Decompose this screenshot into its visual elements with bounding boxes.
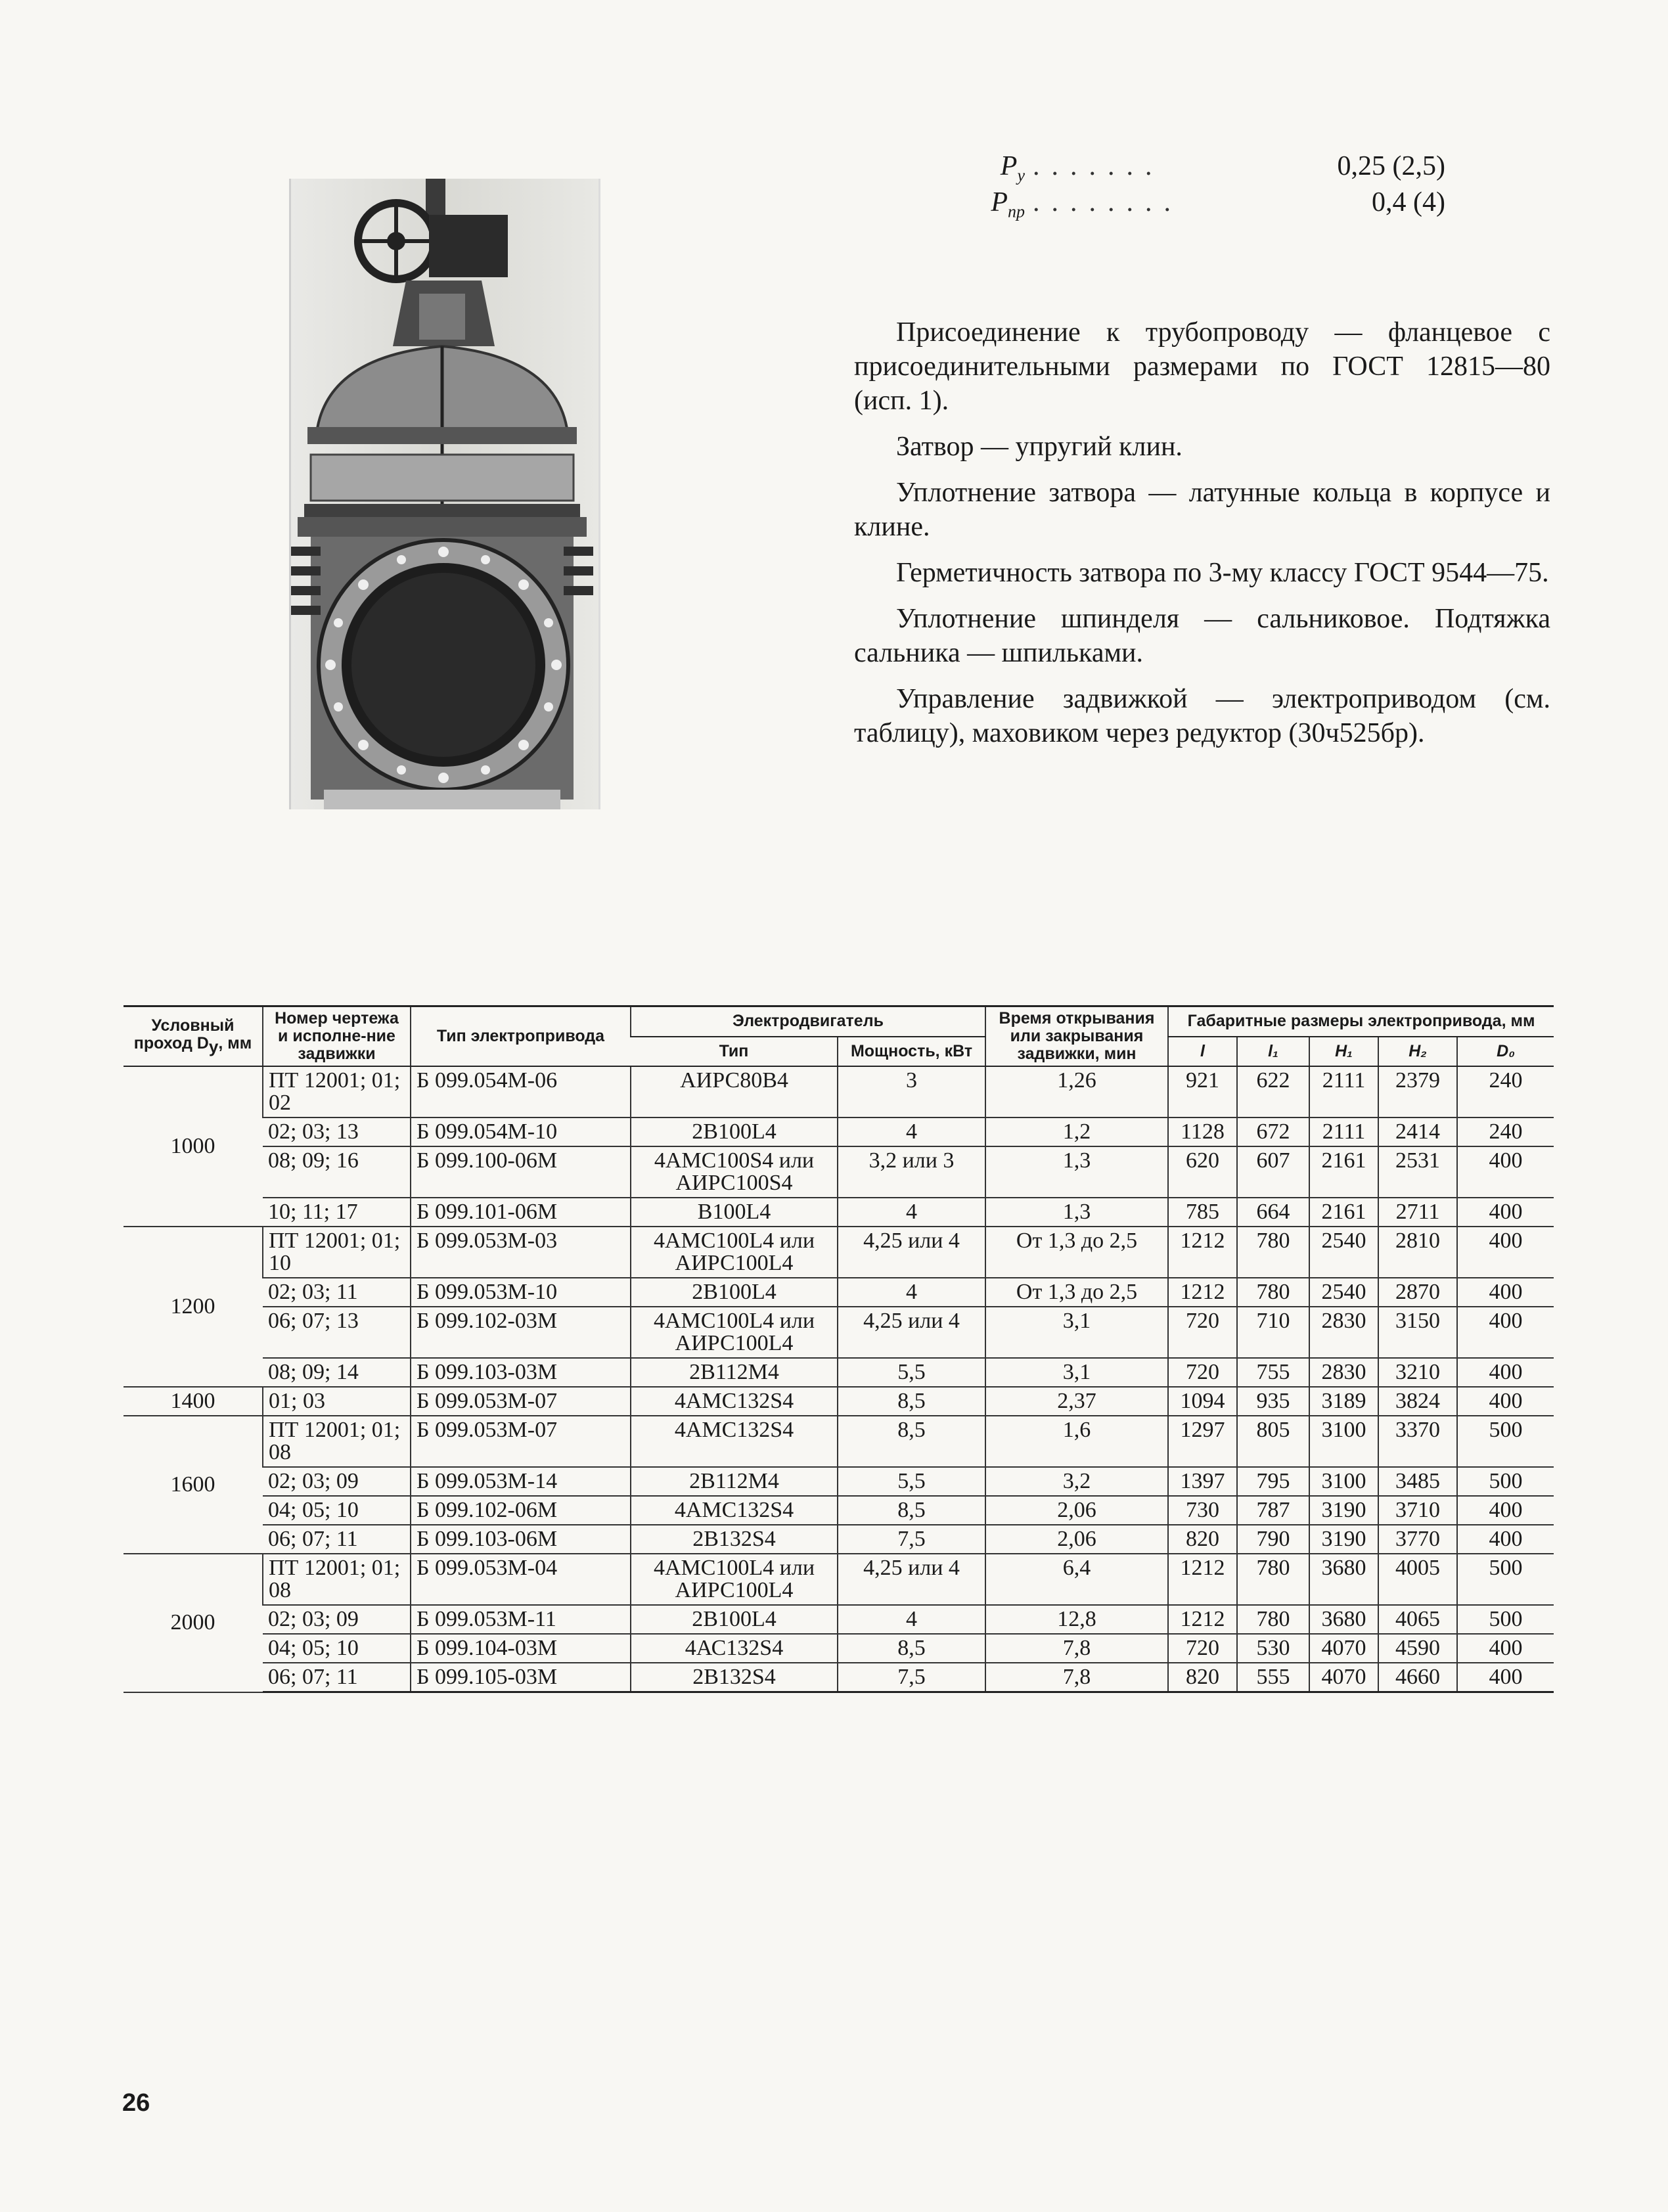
cell-drive: Б 099.053М-07 [411, 1387, 631, 1416]
cell-d0: 400 [1457, 1663, 1554, 1692]
cell-h1: 3100 [1309, 1467, 1378, 1496]
table-row [124, 1117, 1554, 1146]
page-number: 26 [122, 2089, 150, 2117]
cell-drawing: 04; 05; 10 [263, 1496, 411, 1525]
cell-l1: 805 [1237, 1416, 1309, 1467]
cell-motor: 4АМС132S4 [631, 1496, 838, 1525]
cell-h2: 3710 [1378, 1496, 1457, 1525]
col-drawing-header: Номер чертежа и исполне-ние задвижки [263, 1006, 411, 1067]
cell-l1: 755 [1237, 1358, 1309, 1387]
table-body [124, 1066, 1554, 1692]
cell-time: 1,3 [985, 1146, 1168, 1198]
cell-drive: Б 099.102-06М [411, 1496, 631, 1525]
table-row [124, 1525, 1554, 1554]
cell-l1: 672 [1237, 1117, 1309, 1146]
cell-h1: 2830 [1309, 1358, 1378, 1387]
cell-drawing: 02; 03; 13 [263, 1117, 411, 1146]
cell-drive: Б 099.053М-11 [411, 1605, 631, 1634]
cell-motor: 4АМС100L4 или АИРС100L4 [631, 1554, 838, 1605]
cell-l: 1212 [1168, 1554, 1237, 1605]
cell-drawing: ПТ 12001; 01; 08 [263, 1416, 411, 1467]
cell-time: 7,8 [985, 1634, 1168, 1663]
cell-l: 720 [1168, 1358, 1237, 1387]
table-row [124, 1198, 1554, 1227]
col-d0-header: D₀ [1457, 1037, 1554, 1066]
cell-time: 3,2 [985, 1467, 1168, 1496]
cell-h1: 2540 [1309, 1278, 1378, 1307]
cell-motor: 2В100L4 [631, 1117, 838, 1146]
cell-motor: 2В100L4 [631, 1605, 838, 1634]
pressure-row-ppr [953, 186, 1445, 222]
pressure-block [953, 150, 1445, 221]
table-row [124, 1496, 1554, 1525]
cell-time: 2,37 [985, 1387, 1168, 1416]
cell-motor: 4АМС132S4 [631, 1416, 838, 1467]
cell-d0: 400 [1457, 1198, 1554, 1227]
cell-l: 720 [1168, 1307, 1237, 1358]
col-time-header: Время открывания или закрывания задвижки, мин [985, 1006, 1168, 1067]
table-header [124, 1006, 1554, 1067]
cell-time: 1,6 [985, 1416, 1168, 1467]
cell-l: 1128 [1168, 1117, 1237, 1146]
cell-time: 1,26 [985, 1066, 1168, 1117]
cell-drive: Б 099.053М-03 [411, 1227, 631, 1278]
cell-h1: 2111 [1309, 1117, 1378, 1146]
cell-drive: Б 099.054М-06 [411, 1066, 631, 1117]
cell-motor: 2В112М4 [631, 1358, 838, 1387]
cell-l: 1212 [1168, 1278, 1237, 1307]
cell-motor: АИРС80В4 [631, 1066, 838, 1117]
cell-h2: 3210 [1378, 1358, 1457, 1387]
cell-h1: 3189 [1309, 1387, 1378, 1416]
cell-time: 6,4 [985, 1554, 1168, 1605]
cell-power: 5,5 [838, 1467, 985, 1496]
col-motor-type-header: Тип [631, 1037, 838, 1066]
cell-motor: 2В112М4 [631, 1467, 838, 1496]
cell-l: 620 [1168, 1146, 1237, 1198]
cell-d0: 500 [1457, 1467, 1554, 1496]
desc-paragraph: Управление задвижкой — электроприводом (см. таблицу), маховиком через редуктор (30ч525бр). [854, 684, 1550, 748]
cell-l: 1212 [1168, 1227, 1237, 1278]
cell-d0: 500 [1457, 1605, 1554, 1634]
cell-dn: 1400 [124, 1387, 263, 1416]
cell-time: 1,2 [985, 1117, 1168, 1146]
cell-d0: 400 [1457, 1227, 1554, 1278]
cell-drawing: ПТ 12001; 01; 08 [263, 1554, 411, 1605]
cell-drawing: 08; 09; 16 [263, 1146, 411, 1198]
cell-drive: Б 099.103-03М [411, 1358, 631, 1387]
cell-h2: 2711 [1378, 1198, 1457, 1227]
cell-l1: 780 [1237, 1605, 1309, 1634]
cell-drawing: 10; 11; 17 [263, 1198, 411, 1227]
cell-drawing: 02; 03; 11 [263, 1278, 411, 1307]
cell-h2: 3370 [1378, 1416, 1457, 1467]
cell-h2: 2810 [1378, 1227, 1457, 1278]
cell-l1: 780 [1237, 1554, 1309, 1605]
description-block [854, 315, 1550, 762]
cell-h2: 3770 [1378, 1525, 1457, 1554]
cell-h2: 2531 [1378, 1146, 1457, 1198]
cell-h2: 4005 [1378, 1554, 1457, 1605]
table-row [124, 1066, 1554, 1117]
col-h1-header: H₁ [1309, 1037, 1378, 1066]
cell-drive: Б 099.053М-07 [411, 1416, 631, 1467]
cell-motor: 2В132S4 [631, 1525, 838, 1554]
cell-power: 3 [838, 1066, 985, 1117]
cell-d0: 400 [1457, 1387, 1554, 1416]
col-dn-header: Условный проход $D_у$, мм [124, 1006, 263, 1067]
cell-l1: 790 [1237, 1525, 1309, 1554]
cell-h1: 3100 [1309, 1416, 1378, 1467]
cell-d0: 500 [1457, 1416, 1554, 1467]
cell-l: 820 [1168, 1663, 1237, 1692]
cell-motor: 4АМС100L4 или АИРС100L4 [631, 1307, 838, 1358]
table-row [124, 1634, 1554, 1663]
table-row [124, 1467, 1554, 1496]
cell-h1: 3680 [1309, 1554, 1378, 1605]
cell-power: 8,5 [838, 1496, 985, 1525]
cell-h1: 3190 [1309, 1496, 1378, 1525]
cell-l: 720 [1168, 1634, 1237, 1663]
cell-power: 4,25 или 4 [838, 1227, 985, 1278]
col-drive-header: Тип электропривода [411, 1006, 631, 1067]
pressure-value: 0,25 (2,5) [1337, 151, 1445, 181]
cell-drive: Б 099.105-03М [411, 1663, 631, 1692]
cell-l: 1094 [1168, 1387, 1237, 1416]
cell-dn: 1200 [124, 1227, 263, 1387]
cell-l: 1297 [1168, 1416, 1237, 1467]
cell-time: 12,8 [985, 1605, 1168, 1634]
desc-paragraph: Присоединение к трубопроводу — фланцевое с присоединительными размерами по ГОСТ 12815—80 (исп. 1). [854, 317, 1550, 416]
col-l1-header: l₁ [1237, 1037, 1309, 1066]
cell-power: 7,5 [838, 1525, 985, 1554]
cell-time: 7,8 [985, 1663, 1168, 1692]
cell-power: 4 [838, 1117, 985, 1146]
col-motor-header: Электродвигатель [631, 1006, 985, 1037]
col-h2-header: H₂ [1378, 1037, 1457, 1066]
leader-dots: ........ [1033, 187, 1183, 217]
cell-drive: Б 099.053М-04 [411, 1554, 631, 1605]
col-l-header: l [1168, 1037, 1237, 1066]
desc-paragraph: Затвор — упругий клин. [896, 432, 1183, 462]
table-row [124, 1278, 1554, 1307]
cell-dn: 1000 [124, 1066, 263, 1227]
cell-power: 4 [838, 1605, 985, 1634]
cell-h1: 3680 [1309, 1605, 1378, 1634]
cell-l1: 710 [1237, 1307, 1309, 1358]
table-row [124, 1358, 1554, 1387]
cell-power: 5,5 [838, 1358, 985, 1387]
cell-drive: Б 099.101-06М [411, 1198, 631, 1227]
cell-l1: 555 [1237, 1663, 1309, 1692]
desc-paragraph: Уплотнение затвора — латунные кольца в корпусе и клине. [854, 478, 1550, 542]
table-row [124, 1554, 1554, 1605]
cell-h1: 4070 [1309, 1634, 1378, 1663]
cell-time: 3,1 [985, 1307, 1168, 1358]
cell-h1: 2161 [1309, 1146, 1378, 1198]
cell-drive: Б 099.053М-10 [411, 1278, 631, 1307]
cell-l: 1397 [1168, 1467, 1237, 1496]
cell-drawing: 06; 07; 11 [263, 1525, 411, 1554]
cell-motor: 2В132S4 [631, 1663, 838, 1692]
cell-drive: Б 099.054М-10 [411, 1117, 631, 1146]
valve-photo [289, 179, 600, 809]
cell-d0: 400 [1457, 1496, 1554, 1525]
cell-d0: 400 [1457, 1307, 1554, 1358]
col-motor-power-header: Мощность, кВт [838, 1037, 985, 1066]
cell-h2: 3485 [1378, 1467, 1457, 1496]
desc-paragraph: Уплотнение шпинделя — сальниковое. Подтяжка сальника — шпильками. [854, 604, 1550, 668]
cell-l: 730 [1168, 1496, 1237, 1525]
cell-time: От 1,3 до 2,5 [985, 1227, 1168, 1278]
cell-power: 8,5 [838, 1387, 985, 1416]
cell-d0: 400 [1457, 1525, 1554, 1554]
cell-h2: 2379 [1378, 1066, 1457, 1117]
table-row [124, 1146, 1554, 1198]
cell-l: 1212 [1168, 1605, 1237, 1634]
cell-h1: 2161 [1309, 1198, 1378, 1227]
table-row [124, 1387, 1554, 1416]
desc-paragraph: Герметичность затвора по 3-му классу ГОСТ 9544—75. [896, 558, 1549, 588]
cell-d0: 500 [1457, 1554, 1554, 1605]
cell-drawing: 06; 07; 11 [263, 1663, 411, 1692]
table-row [124, 1605, 1554, 1634]
cell-h2: 4660 [1378, 1663, 1457, 1692]
cell-motor: 4АС132S4 [631, 1634, 838, 1663]
cell-l1: 795 [1237, 1467, 1309, 1496]
cell-drive: Б 099.102-03М [411, 1307, 631, 1358]
cell-drive: Б 099.100-06М [411, 1146, 631, 1198]
cell-drive: Б 099.103-06М [411, 1525, 631, 1554]
col-dims-header: Габаритные размеры электропривода, мм [1168, 1006, 1554, 1037]
cell-d0: 400 [1457, 1278, 1554, 1307]
cell-drive: Б 099.053М-14 [411, 1467, 631, 1496]
cell-d0: 400 [1457, 1634, 1554, 1663]
cell-d0: 400 [1457, 1146, 1554, 1198]
cell-h1: 2111 [1309, 1066, 1378, 1117]
cell-d0: 240 [1457, 1117, 1554, 1146]
cell-time: 2,06 [985, 1496, 1168, 1525]
cell-power: 4,25 или 4 [838, 1307, 985, 1358]
cell-time: 2,06 [985, 1525, 1168, 1554]
cell-drive: Б 099.104-03М [411, 1634, 631, 1663]
cell-l1: 607 [1237, 1146, 1309, 1198]
cell-l: 921 [1168, 1066, 1237, 1117]
cell-dn: 2000 [124, 1554, 263, 1692]
cell-power: 4,25 или 4 [838, 1554, 985, 1605]
cell-drawing: 08; 09; 14 [263, 1358, 411, 1387]
table-row [124, 1307, 1554, 1358]
cell-motor: 4АМС100L4 или АИРС100L4 [631, 1227, 838, 1278]
cell-l1: 780 [1237, 1227, 1309, 1278]
cell-l1: 664 [1237, 1198, 1309, 1227]
cell-l1: 935 [1237, 1387, 1309, 1416]
cell-l1: 530 [1237, 1634, 1309, 1663]
cell-drawing: ПТ 12001; 01; 02 [263, 1066, 411, 1117]
cell-time: От 1,3 до 2,5 [985, 1278, 1168, 1307]
cell-drawing: 02; 03; 09 [263, 1605, 411, 1634]
cell-motor: 2В100L4 [631, 1278, 838, 1307]
cell-h1: 2830 [1309, 1307, 1378, 1358]
cell-motor: 4АМС100S4 или АИРС100S4 [631, 1146, 838, 1198]
cell-power: 4 [838, 1198, 985, 1227]
table-row [124, 1416, 1554, 1467]
cell-h2: 3150 [1378, 1307, 1457, 1358]
pressure-symbol: $P_{пр}$ [991, 187, 1025, 221]
cell-h2: 2870 [1378, 1278, 1457, 1307]
cell-power: 7,5 [838, 1663, 985, 1692]
cell-h2: 3824 [1378, 1387, 1457, 1416]
cell-l1: 787 [1237, 1496, 1309, 1525]
cell-power: 8,5 [838, 1416, 985, 1467]
gate-valve-illustration [291, 179, 598, 809]
pressure-value: 0,4 (4) [1372, 187, 1445, 217]
cell-time: 1,3 [985, 1198, 1168, 1227]
cell-drawing: 06; 07; 13 [263, 1307, 411, 1358]
cell-motor: В100L4 [631, 1198, 838, 1227]
cell-h2: 4590 [1378, 1634, 1457, 1663]
cell-h1: 2540 [1309, 1227, 1378, 1278]
cell-time: 3,1 [985, 1358, 1168, 1387]
cell-power: 4 [838, 1278, 985, 1307]
spec-table [124, 1005, 1554, 1693]
cell-l: 785 [1168, 1198, 1237, 1227]
cell-d0: 240 [1457, 1066, 1554, 1117]
cell-drawing: ПТ 12001; 01; 10 [263, 1227, 411, 1278]
pressure-symbol: $P_у$ [1000, 151, 1025, 185]
table-row [124, 1227, 1554, 1278]
cell-l1: 780 [1237, 1278, 1309, 1307]
leader-dots: ....... [1033, 151, 1164, 181]
cell-h1: 3190 [1309, 1525, 1378, 1554]
cell-h2: 2414 [1378, 1117, 1457, 1146]
cell-d0: 400 [1457, 1358, 1554, 1387]
cell-motor: 4АМС132S4 [631, 1387, 838, 1416]
cell-l1: 622 [1237, 1066, 1309, 1117]
table-row [124, 1663, 1554, 1692]
cell-drawing: 04; 05; 10 [263, 1634, 411, 1663]
pressure-row-py [953, 150, 1445, 186]
cell-l: 820 [1168, 1525, 1237, 1554]
cell-dn: 1600 [124, 1416, 263, 1554]
cell-h2: 4065 [1378, 1605, 1457, 1634]
cell-drawing: 01; 03 [263, 1387, 411, 1416]
cell-power: 8,5 [838, 1634, 985, 1663]
cell-h1: 4070 [1309, 1663, 1378, 1692]
cell-drawing: 02; 03; 09 [263, 1467, 411, 1496]
cell-power: 3,2 или 3 [838, 1146, 985, 1198]
